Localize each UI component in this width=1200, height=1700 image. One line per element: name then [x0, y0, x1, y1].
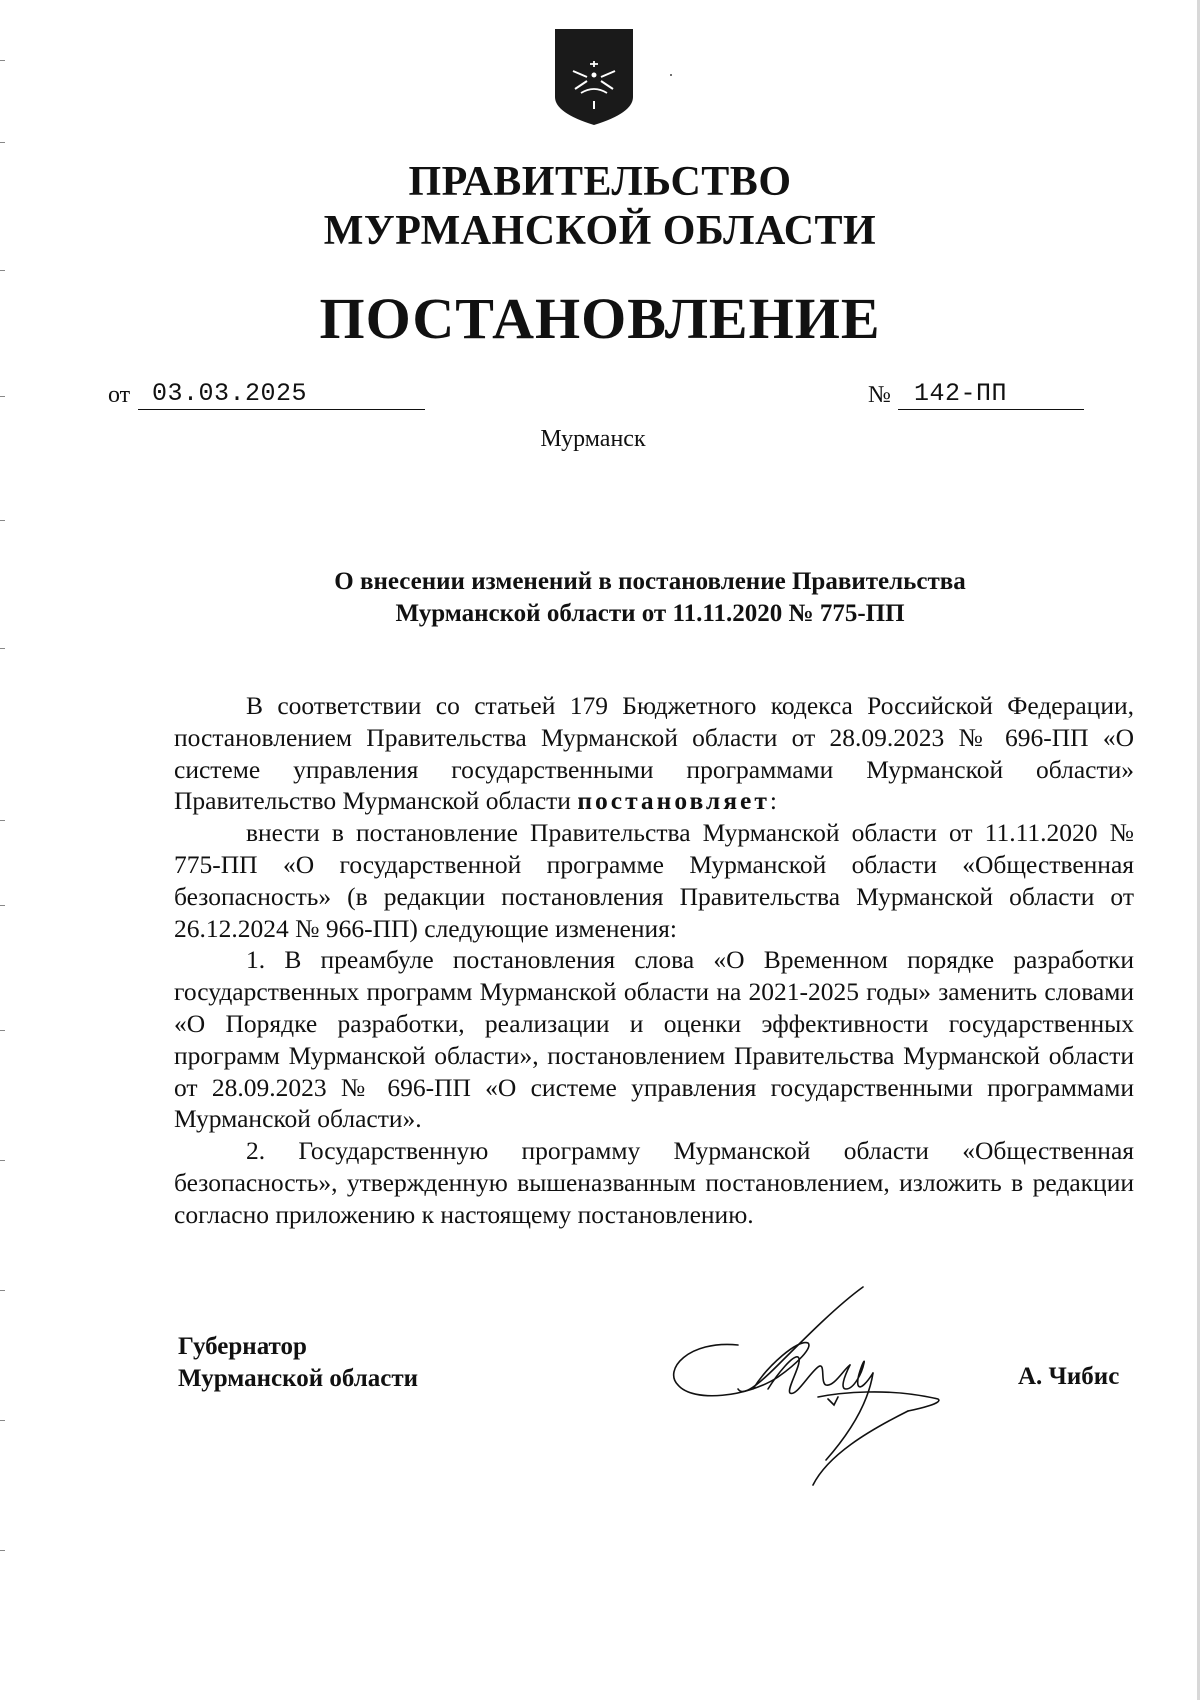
- document-title: [270, 566, 1030, 630]
- date-field: [108, 379, 308, 410]
- date-label: от: [108, 382, 131, 408]
- city-name: Мурманск: [540, 426, 646, 452]
- preamble-text: В соответствии со статьей 179 Бюджетного кодекса Российской Федерации, постановлением Правительства Мурманской области от 28.09.2023 № 696-ПП «О системе управления государственными программами Мурманской области» Правительство Мурманской области: [174, 691, 1134, 816]
- number-field: [868, 379, 1008, 410]
- document-body: [174, 690, 1134, 1231]
- paragraph-item-1: 1. В преамбуле постановления слова «О Временном порядке разработки государственных программ Мурманской области на 2021-2025 годы» заменить словами «О Порядке разработки, реализации и оценки эффективности государственных программ Мурманской области», постановлением Правительства Мурманской области от 28.09.2023 № 696-ПП «О системе управления государственными программами Мурманской области».: [174, 945, 1134, 1134]
- paragraph-item-2: 2. Государственную программу Мурманской области «Общественная безопасность», утвержденную вышеназванным постановлением, изложить в редакции согласно приложению к настоящему постановлению.: [174, 1136, 1134, 1229]
- resolution-keyword: постановляет: [577, 786, 770, 816]
- organization-name-line2: МУРМАНСКОЙ ОБЛАСТИ: [323, 208, 877, 254]
- paragraph-preamble: [174, 690, 1134, 817]
- scan-speck: [670, 74, 672, 76]
- preamble-colon: :: [769, 786, 777, 816]
- date-value: 03.03.2025: [138, 379, 425, 410]
- document-type-heading: ПОСТАНОВЛЕНИЕ: [319, 286, 881, 351]
- signatory-position: [178, 1331, 418, 1395]
- signatory-position-line1: Губернатор: [178, 1333, 307, 1360]
- signatory-position-line2: Мурманской области: [178, 1365, 419, 1392]
- document-title-line1: О внесении изменений в постановление Правительства: [334, 568, 966, 595]
- coat-of-arms-emblem: [553, 27, 635, 127]
- handwritten-signature: [668, 1285, 988, 1505]
- number-label: №: [868, 382, 891, 408]
- signer-name: А. Чибис: [1018, 1363, 1120, 1390]
- document-title-line2: Мурманской области от 11.11.2020 № 775-ПП: [395, 600, 905, 627]
- paragraph-amendment-intro: внести в постановление Правительства Мурманской области от 11.11.2020 № 775-ПП «О государственной программе Мурманской области «Общественная безопасность» (в редакции постановления Правительства Мурманской области от 26.12.2024 № 966-ПП) следующие изменения:: [174, 818, 1134, 943]
- number-value: 142-ПП: [898, 379, 1084, 410]
- organization-name-line1: ПРАВИТЕЛЬСТВО: [408, 159, 792, 205]
